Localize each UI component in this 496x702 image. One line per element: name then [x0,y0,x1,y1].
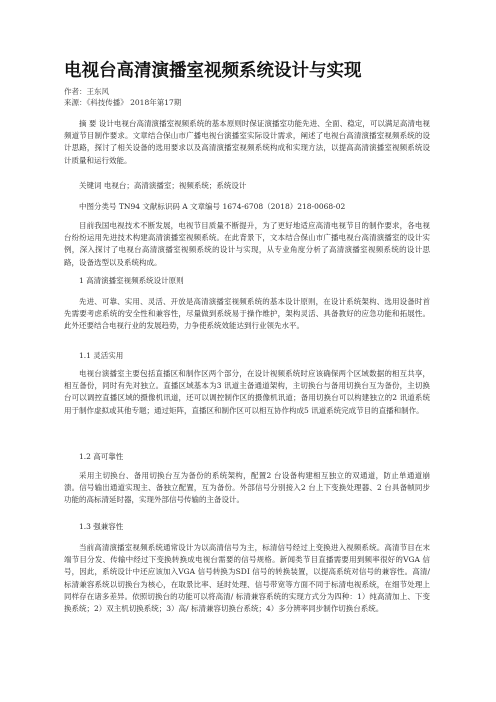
abstract-paragraph: 摘 要 设计电视台高清演播室视频系统的基本原则时保证演播室功能先进、全面、稳定，可以满足高清电视频道节目制作要求。文章结合保山市广播电视台演播室实际设计需求，阐述了电视台高清演播室视频系统的设计思路，探讨了相关设备的选用要求以及高清演播室视频系统构成和实现方法，以提高高清演播室视频系统设计质量和运行效能。 [64,119,430,165]
section1-1-paragraph: 电视台演播室主要包括直播区和制作区两个部分，在设计视频系统时应该确保两个区域数据的相互共享，相互备份，同时有先对独立。直播区域基本为3 讯道主备通道架构，主切换台与备用切换台互为备份，主切换台可以调控直播区域的摄像机讯道，还可以调控制作区的摄像机讯道；备用切换台可以构建独立的2 讯道系统用于制作虚拟或其他专题；通过矩阵，直播区和制作区可以相互协作构成5 讯道系统完成节目的直播和制作。 [64,369,430,415]
section1-2-paragraph: 采用主切换台、备用切换台互为备份的系统架构，配置2 台设备构建相互独立的双通道，防止单通道崩溃。信号输出通道实现主、备独立配置，互为备份。外部信号分别接入2 台上下变换处理器、2 台具备帧同步功能的高标清延时器，实现外部信号传输的主备设计。 [64,471,430,505]
section1-3-heading: 1.3 强兼容性 [79,522,124,531]
keywords-line: 关键词 电视台；高清演播室；视频系统；系统设计 [79,181,247,190]
section1-3-paragraph: 当前高清演播室视频系统通常设计为以高清信号为主，标清信号经过上变换进入视频系统。高清节目在末端节目分发、传输中经过下变换转换成电视台需要的信号规格。新闻类节目直播需要用到频率很好的VGA 信号，因此，系统设计中还应该加入VGA 信号转换为SDI 信号的转换装置，以提高系统对信号的兼容性。高清/ 标清兼容系统以切换台为核心，在取景比率、延时处理、信号带宽等方面不同于标清电视系统，在细节处理上同样存在诸多差异。依照切换台的功能可以将高清/ 标清兼容系统的实现方式分为四种：1）纯高清加上、下变换系统；2）双主机切换系统；3）高/ 标清兼容切换台系统；4）多分辨率同步制作切换台系统。 [64,543,430,614]
article-title: 电视台高清演播室视频系统设计与实现 [64,61,362,81]
classification-line: 中图分类号 TN94 文献标识码 A 文章编号 1674-6708（2018）218-0068-02 [79,202,346,211]
section1-2-heading: 1.2 高可靠性 [79,452,124,461]
article-author: 作者：王东风 [64,87,109,96]
section1-1-heading: 1.1 灵活实用 [79,351,124,360]
section1-paragraph: 先进、可靠、实用、灵活、开放是高清演播室视频系统的基本设计原则，在设计系统架构、选用设备时首先需要考虑系统的安全性和兼容性，尽量做到系统易于操作维护，架构灵活、具备教好的应急功能和拓展性。此外还要结合电视行业的发展趋势，力争使系统效能达到行业领先水平。 [64,297,430,331]
section1-heading: 1 高清演播室视频系统设计原则 [79,276,184,285]
intro-paragraph: 目前我国电视技术不断发展，电视节目质量不断提升，为了更好地适应高清电视节目的制作要求，各电视台纷纷运用先进技术构建高清演播室视频系统。在此背景下，文本结合保山市广播电视台高清演播室的设计实例，深入探讨了电视台高清演播室视频系统的设计与实现，从专业角度分析了高清演播室视频系统的设计思路，设备选型以及系统构成。 [64,221,430,267]
article-source: 来源：《科技传播》 2018年第17期 [64,98,182,107]
